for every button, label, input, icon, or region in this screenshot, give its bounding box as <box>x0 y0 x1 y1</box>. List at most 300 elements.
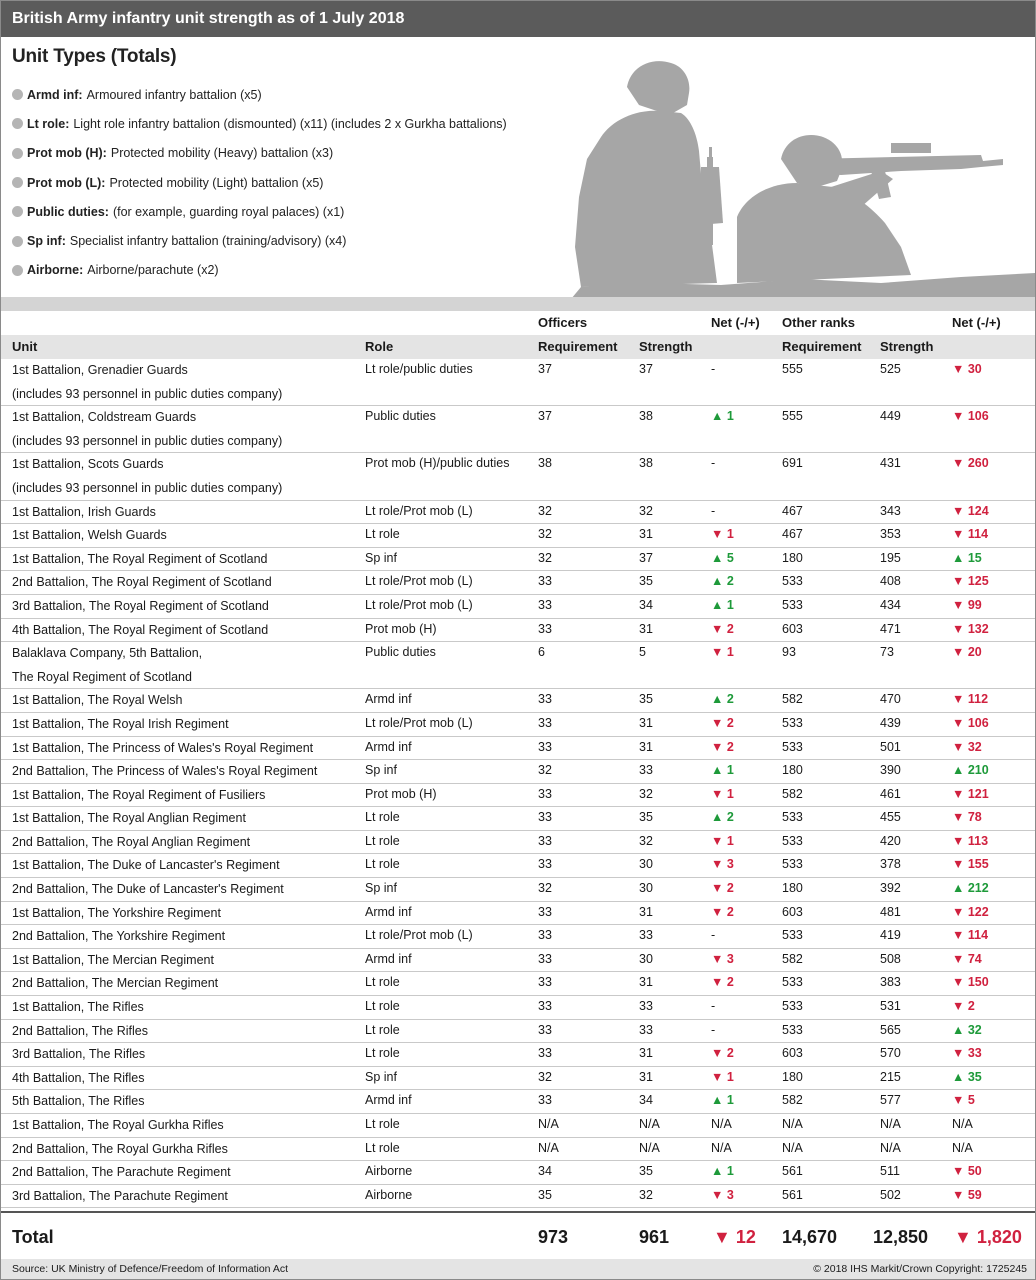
officers-strength-cell: 33 <box>639 763 653 778</box>
role-cell: Sp inf <box>365 881 397 896</box>
other-ranks-net-cell <box>952 692 988 706</box>
unit-cell <box>12 689 182 713</box>
other-ranks-net-cell <box>952 857 989 871</box>
unit-cell <box>12 642 202 689</box>
net-value: 212 <box>967 881 989 896</box>
unit-type-description: Light role infantry battalion (dismounted) (x11) (includes 2 x Gurkha battalions) <box>73 116 507 131</box>
unit-name: 1st Battalion, Coldstream Guards <box>12 410 197 425</box>
net-value: 3 <box>726 1187 734 1202</box>
table-row <box>1 831 1035 855</box>
officers-strength-header: Strength <box>639 339 693 354</box>
other-ranks-net-cell <box>952 928 988 942</box>
role-cell: Sp inf <box>365 1069 397 1084</box>
total-other-ranks-net <box>954 1227 1022 1248</box>
officers-strength-cell: 37 <box>639 362 653 376</box>
down-arrow-icon: ▼ <box>952 456 965 471</box>
officers-strength-cell: 33 <box>639 1022 653 1037</box>
unit-name: 2nd Battalion, The Royal Anglian Regiment <box>12 834 251 849</box>
other-ranks-requirement-cell: 561 <box>782 1187 803 1202</box>
up-arrow-icon: ▲ <box>952 550 965 565</box>
net-value: 1 <box>726 763 734 778</box>
down-arrow-icon: ▼ <box>952 597 965 612</box>
bullet-icon <box>12 265 23 276</box>
officers-strength-cell: 31 <box>639 715 653 730</box>
total-other-ranks-requirement: 14,670 <box>782 1227 838 1247</box>
role-cell: Prot mob (H)/public duties <box>365 456 510 471</box>
role-cell: Lt role/Prot mob (L) <box>365 715 473 730</box>
down-arrow-icon: ▼ <box>952 362 965 376</box>
unit-cell <box>12 1043 145 1067</box>
other-ranks-strength-cell: 419 <box>880 928 901 943</box>
unit-type-item <box>12 80 507 109</box>
officers-net-cell <box>711 810 734 824</box>
officers-net-cell <box>711 598 734 612</box>
officers-net-cell <box>711 834 734 848</box>
table-row <box>1 902 1035 926</box>
unit-name: 1st Battalion, Irish Guards <box>12 504 156 519</box>
other-ranks-requirement-cell: 603 <box>782 621 803 636</box>
officers-requirement-cell: 33 <box>538 928 552 943</box>
other-ranks-requirement-cell: 533 <box>782 857 803 872</box>
net-value: 2 <box>726 574 734 589</box>
role-cell: Lt role <box>365 833 400 848</box>
officers-strength-cell: 32 <box>639 786 653 801</box>
unit-name: 2nd Battalion, The Rifles <box>12 1023 148 1038</box>
unit-name: 4th Battalion, The Royal Regiment of Scotland <box>12 622 269 637</box>
role-cell: Lt role/Prot mob (L) <box>365 597 473 612</box>
other-ranks-net-cell <box>952 763 989 777</box>
other-ranks-requirement-cell: 603 <box>782 904 803 919</box>
officers-requirement-cell: 33 <box>538 904 552 919</box>
officers-strength-cell: 31 <box>639 527 653 542</box>
other-ranks-requirement-cell: 533 <box>782 810 803 825</box>
footer <box>1 1259 1035 1279</box>
down-arrow-icon: ▼ <box>711 621 724 636</box>
officers-requirement-cell: 33 <box>538 951 552 966</box>
role-cell: Sp inf <box>365 763 397 778</box>
net-value: 125 <box>967 574 989 589</box>
officers-strength-cell: 31 <box>639 975 653 990</box>
up-arrow-icon: ▲ <box>952 1069 965 1084</box>
other-ranks-strength-cell: 439 <box>880 715 901 730</box>
officers-net-cell <box>711 857 734 871</box>
down-arrow-icon: ▼ <box>952 739 965 754</box>
other-ranks-net-cell <box>952 1070 982 1084</box>
net-value: 1 <box>726 409 734 424</box>
net-value: 1 <box>726 527 734 542</box>
net-value: 2 <box>967 999 975 1014</box>
officers-requirement-cell: 33 <box>538 574 552 589</box>
other-ranks-strength-cell: 215 <box>880 1069 901 1084</box>
table-row <box>1 619 1035 643</box>
role-cell: Sp inf <box>365 550 397 565</box>
other-ranks-requirement-header: Requirement <box>782 339 862 354</box>
role-column-header: Role <box>365 339 394 354</box>
other-ranks-requirement-cell: 691 <box>782 456 803 471</box>
other-ranks-net-cell <box>952 645 982 659</box>
unit-type-description: (for example, guarding royal palaces) (x1) <box>112 204 345 219</box>
unit-type-item <box>12 226 507 255</box>
net-value: 78 <box>967 810 982 825</box>
other-ranks-net-cell <box>952 574 989 588</box>
unit-name: 5th Battalion, The Rifles <box>12 1094 145 1109</box>
bullet-icon <box>12 148 23 159</box>
other-ranks-net-cell <box>952 905 989 919</box>
table-row <box>1 501 1035 525</box>
officers-requirement-cell: 32 <box>538 527 552 542</box>
officers-net-cell <box>711 905 734 919</box>
down-arrow-icon: ▼ <box>711 786 724 801</box>
down-arrow-icon: ▼ <box>952 621 965 636</box>
other-ranks-strength-cell: 471 <box>880 621 901 636</box>
bullet-icon <box>12 89 23 100</box>
up-arrow-icon: ▲ <box>711 1093 724 1108</box>
other-ranks-net-cell <box>952 999 975 1013</box>
net-value: 2 <box>726 692 734 707</box>
net-value: 2 <box>726 739 734 754</box>
unit-cell <box>12 571 272 595</box>
unit-cell <box>12 925 225 949</box>
officers-net-cell <box>711 740 734 754</box>
source-text: Source: UK Ministry of Defence/Freedom of Information Act <box>12 1263 289 1275</box>
role-cell: Prot mob (H) <box>365 786 437 801</box>
role-cell: Lt role <box>365 857 400 872</box>
other-ranks-strength-cell: 392 <box>880 881 901 896</box>
down-arrow-icon: ▼ <box>952 1093 965 1108</box>
down-arrow-icon: ▼ <box>952 928 965 943</box>
unit-type-item <box>12 139 507 168</box>
officers-requirement-cell: 35 <box>538 1187 552 1202</box>
other-ranks-requirement-cell: 533 <box>782 574 803 589</box>
other-ranks-strength-cell: 73 <box>880 645 894 660</box>
net-value: 150 <box>967 975 989 990</box>
unit-name: 4th Battalion, The Rifles <box>12 1070 145 1085</box>
role-cell: Lt role/Prot mob (L) <box>365 574 473 589</box>
other-ranks-requirement-cell: 603 <box>782 1046 803 1061</box>
unit-cell <box>12 548 267 572</box>
other-ranks-strength-cell: 431 <box>880 456 901 471</box>
officers-requirement-cell: 33 <box>538 857 552 872</box>
other-ranks-net-cell <box>952 527 988 541</box>
net-value: 99 <box>967 597 982 612</box>
total-other-ranks-net-value: 1,820 <box>976 1227 1022 1247</box>
unit-name: 1st Battalion, Grenadier Guards <box>12 363 188 377</box>
unit-type-description: Protected mobility (Light) battalion (x5) <box>109 175 324 190</box>
officers-net-cell <box>711 692 734 706</box>
other-ranks-strength-cell: 390 <box>880 763 901 778</box>
down-arrow-icon: ▼ <box>711 645 724 660</box>
down-arrow-icon: ▼ <box>711 1046 724 1061</box>
unit-cell <box>12 996 144 1020</box>
unit-cell <box>12 524 167 548</box>
net-value: 124 <box>967 503 989 518</box>
officers-net-cell: - <box>711 456 716 471</box>
role-cell: Lt role <box>365 810 400 825</box>
table-row <box>1 972 1035 996</box>
table-row <box>1 784 1035 808</box>
role-cell: Lt role <box>365 1046 400 1061</box>
other-ranks-net-cell <box>952 881 989 895</box>
officers-strength-cell: 32 <box>639 503 653 518</box>
officers-strength-cell: 33 <box>639 999 653 1014</box>
net-value: 30 <box>967 362 982 376</box>
officers-strength-cell: 31 <box>639 739 653 754</box>
unit-cell <box>12 501 156 525</box>
other-ranks-requirement-cell: 533 <box>782 999 803 1014</box>
table-row <box>1 760 1035 784</box>
unit-note: (includes 93 personnel in public duties company) <box>12 433 283 448</box>
role-cell: Prot mob (H) <box>365 621 437 636</box>
net-value: 33 <box>967 1046 982 1061</box>
net-value: 32 <box>967 739 982 754</box>
other-ranks-net-cell <box>952 1023 982 1037</box>
unit-name: 2nd Battalion, The Royal Regiment of Scotland <box>12 575 272 590</box>
net-value: 74 <box>967 951 982 966</box>
net-value: 1 <box>726 645 734 660</box>
unit-name: 1st Battalion, The Mercian Regiment <box>12 952 214 967</box>
unit-cell <box>12 619 268 643</box>
net-value: 20 <box>967 645 982 660</box>
officers-net-cell: - <box>711 362 716 376</box>
other-ranks-net-cell <box>952 787 989 801</box>
other-ranks-requirement-cell: 582 <box>782 692 803 707</box>
other-ranks-strength-cell: 461 <box>880 786 901 801</box>
other-ranks-requirement-cell: 467 <box>782 527 803 542</box>
unit-cell <box>12 807 246 831</box>
other-ranks-strength-cell: 343 <box>880 503 901 518</box>
unit-name: 1st Battalion, The Rifles <box>12 1000 144 1015</box>
unit-cell <box>12 949 214 973</box>
down-arrow-icon: ▼ <box>713 1227 731 1247</box>
net-value: 1 <box>726 1093 734 1108</box>
officers-net-cell <box>711 622 734 636</box>
unit-types-panel <box>1 37 1035 297</box>
unit-type-key: Armd inf: <box>27 87 83 102</box>
net-value: 15 <box>967 550 982 565</box>
other-ranks-group-header: Other ranks <box>782 315 855 330</box>
other-ranks-strength-cell: 195 <box>880 550 901 565</box>
officers-net-cell <box>711 975 734 989</box>
down-arrow-icon: ▼ <box>952 409 965 424</box>
net-value: 114 <box>967 928 989 943</box>
total-other-ranks-strength: 12,850 <box>873 1227 929 1247</box>
other-ranks-net-cell <box>952 1046 982 1060</box>
other-ranks-net-cell <box>952 1188 982 1202</box>
unit-type-key: Airborne: <box>27 263 84 278</box>
down-arrow-icon: ▼ <box>952 810 965 825</box>
officers-requirement-cell: N/A <box>538 1117 559 1131</box>
down-arrow-icon: ▼ <box>952 527 965 542</box>
total-officers-net <box>713 1227 756 1248</box>
officers-strength-cell: 31 <box>639 904 653 919</box>
officers-net-cell <box>711 763 734 777</box>
table-row <box>1 1161 1035 1185</box>
other-ranks-requirement-cell: 582 <box>782 786 803 801</box>
table-row <box>1 949 1035 973</box>
other-ranks-requirement-cell: N/A <box>782 1140 803 1155</box>
officers-requirement-cell: 32 <box>538 550 552 565</box>
officers-strength-cell: 30 <box>639 951 653 966</box>
other-ranks-requirement-cell: 533 <box>782 1022 803 1037</box>
other-ranks-strength-cell: 501 <box>880 739 901 754</box>
officers-requirement-cell: 32 <box>538 763 552 778</box>
other-ranks-net-cell <box>952 1093 975 1107</box>
up-arrow-icon: ▲ <box>711 409 724 424</box>
unit-cell <box>12 972 218 996</box>
officers-strength-cell: 35 <box>639 1164 653 1179</box>
unit-cell <box>12 453 282 500</box>
table-row <box>1 1114 1035 1138</box>
page-title: British Army infantry unit strength as of 1 July 2018 <box>1 1 1035 37</box>
other-ranks-net-cell <box>952 551 982 565</box>
other-ranks-strength-cell: 408 <box>880 574 901 589</box>
net-value: 50 <box>967 1164 982 1179</box>
unit-cell <box>12 1161 231 1185</box>
unit-note: The Royal Regiment of Scotland <box>12 669 192 684</box>
officers-requirement-cell: 33 <box>538 1046 552 1061</box>
other-ranks-requirement-cell: 180 <box>782 763 803 778</box>
other-ranks-requirement-cell: 561 <box>782 1164 803 1179</box>
role-cell: Public duties <box>365 409 436 424</box>
officers-net-cell: - <box>711 928 716 943</box>
unit-type-description: Armoured infantry battalion (x5) <box>86 87 262 102</box>
up-arrow-icon: ▲ <box>952 881 965 896</box>
unit-name: 1st Battalion, The Royal Anglian Regiment <box>12 811 246 826</box>
unit-name: 1st Battalion, The Duke of Lancaster's Regiment <box>12 858 280 873</box>
table-row <box>1 713 1035 737</box>
column-header-row <box>1 335 1035 359</box>
net-value: 260 <box>967 456 989 471</box>
officers-strength-cell: 32 <box>639 833 653 848</box>
table-row <box>1 1020 1035 1044</box>
other-ranks-requirement-cell: 582 <box>782 1093 803 1108</box>
unit-name: 1st Battalion, The Royal Regiment of Scotland <box>12 551 268 566</box>
officers-requirement-cell: 33 <box>538 739 552 754</box>
unit-type-description: Protected mobility (Heavy) battalion (x3) <box>110 146 334 161</box>
other-ranks-requirement-cell: 93 <box>782 645 796 660</box>
officers-requirement-cell: 38 <box>538 456 552 471</box>
officers-net-cell <box>711 1164 734 1178</box>
net-value: 210 <box>967 763 989 778</box>
officers-requirement-cell: 33 <box>538 975 552 990</box>
unit-types-heading: Unit Types (Totals) <box>12 46 177 67</box>
table-row <box>1 925 1035 949</box>
other-ranks-net-cell <box>952 504 989 518</box>
other-ranks-requirement-cell: 555 <box>782 409 803 424</box>
net-value: 1 <box>726 597 734 612</box>
unit-name: 1st Battalion, The Royal Irish Regiment <box>12 716 229 731</box>
unit-name: 1st Battalion, The Royal Gurkha Rifles <box>12 1118 224 1132</box>
officers-strength-cell: 37 <box>639 550 653 565</box>
table-row <box>1 1067 1035 1091</box>
role-cell: Lt role/Prot mob (L) <box>365 503 473 518</box>
unit-name: 1st Battalion, The Princess of Wales's Royal Regiment <box>12 740 314 755</box>
officers-net-cell <box>711 645 734 659</box>
net-value: 1 <box>726 1069 734 1084</box>
other-ranks-net-cell <box>952 456 989 470</box>
net-value: 122 <box>967 904 989 919</box>
net-value: 2 <box>726 904 734 919</box>
other-ranks-strength-cell: 353 <box>880 527 901 542</box>
officers-requirement-cell: 33 <box>538 999 552 1014</box>
other-ranks-strength-cell: 378 <box>880 857 901 872</box>
unit-type-key: Lt role: <box>27 116 70 131</box>
table-row <box>1 524 1035 548</box>
other-ranks-requirement-cell: 533 <box>782 739 803 754</box>
net-value: 1 <box>726 786 734 801</box>
officers-requirement-cell: 6 <box>538 645 545 660</box>
unit-cell <box>12 1090 144 1114</box>
other-ranks-requirement-cell: 533 <box>782 928 803 943</box>
table-row <box>1 1090 1035 1114</box>
other-ranks-strength-cell: N/A <box>880 1140 901 1155</box>
unit-name: 2nd Battalion, The Parachute Regiment <box>12 1165 231 1180</box>
officers-requirement-cell: 33 <box>538 692 552 707</box>
net-value: 114 <box>967 527 989 542</box>
officers-strength-cell: 31 <box>639 1046 653 1061</box>
total-officers-strength: 961 <box>639 1227 670 1247</box>
unit-type-key: Prot mob (L): <box>27 175 106 190</box>
unit-name: 3rd Battalion, The Rifles <box>12 1047 146 1062</box>
other-ranks-strength-cell: 502 <box>880 1187 901 1202</box>
net-value: 59 <box>967 1187 982 1202</box>
unit-cell <box>12 854 280 878</box>
officers-requirement-cell: 33 <box>538 1022 552 1037</box>
officers-strength-cell: 33 <box>639 928 653 943</box>
officers-net-cell <box>711 574 734 588</box>
bullet-icon <box>12 206 23 217</box>
down-arrow-icon: ▼ <box>952 833 965 848</box>
officers-requirement-cell: 33 <box>538 621 552 636</box>
table-row <box>1 854 1035 878</box>
officers-requirement-cell: 33 <box>538 1093 552 1108</box>
other-ranks-net-cell <box>952 409 989 423</box>
unit-name: 2nd Battalion, The Yorkshire Regiment <box>12 929 226 944</box>
role-cell: Lt role <box>365 1140 400 1155</box>
other-ranks-net-cell <box>952 362 982 376</box>
net-value: 2 <box>726 1046 734 1061</box>
net-value: 3 <box>726 951 734 966</box>
officers-net-cell: - <box>711 999 716 1014</box>
net-value: 132 <box>967 621 989 636</box>
unit-type-item <box>12 109 507 138</box>
net-value: 5 <box>967 1093 975 1108</box>
officers-strength-cell: 30 <box>639 881 653 896</box>
table-row <box>1 571 1035 595</box>
down-arrow-icon: ▼ <box>711 881 724 896</box>
down-arrow-icon: ▼ <box>952 715 965 730</box>
officers-strength-cell: 35 <box>639 692 653 707</box>
officers-net-cell <box>711 787 734 801</box>
role-cell: Armd inf <box>365 692 412 707</box>
up-arrow-icon: ▲ <box>711 574 724 589</box>
unit-cell <box>12 1114 224 1138</box>
net-value: 2 <box>726 621 734 636</box>
unit-type-description: Airborne/parachute (x2) <box>87 263 219 278</box>
other-ranks-net-cell <box>952 952 982 966</box>
officers-strength-cell: 30 <box>639 857 653 872</box>
officers-net-cell: - <box>711 1022 716 1037</box>
other-ranks-net-header: Net (-/+) <box>952 315 1001 330</box>
officers-requirement-cell: 37 <box>538 362 552 376</box>
officers-strength-cell: N/A <box>639 1117 660 1131</box>
officers-requirement-cell: 33 <box>538 810 552 825</box>
table-row <box>1 807 1035 831</box>
unit-note: (includes 93 personnel in public duties company) <box>12 386 283 401</box>
table-row <box>1 595 1035 619</box>
net-value: 2 <box>726 881 734 896</box>
net-value: 5 <box>726 550 734 565</box>
